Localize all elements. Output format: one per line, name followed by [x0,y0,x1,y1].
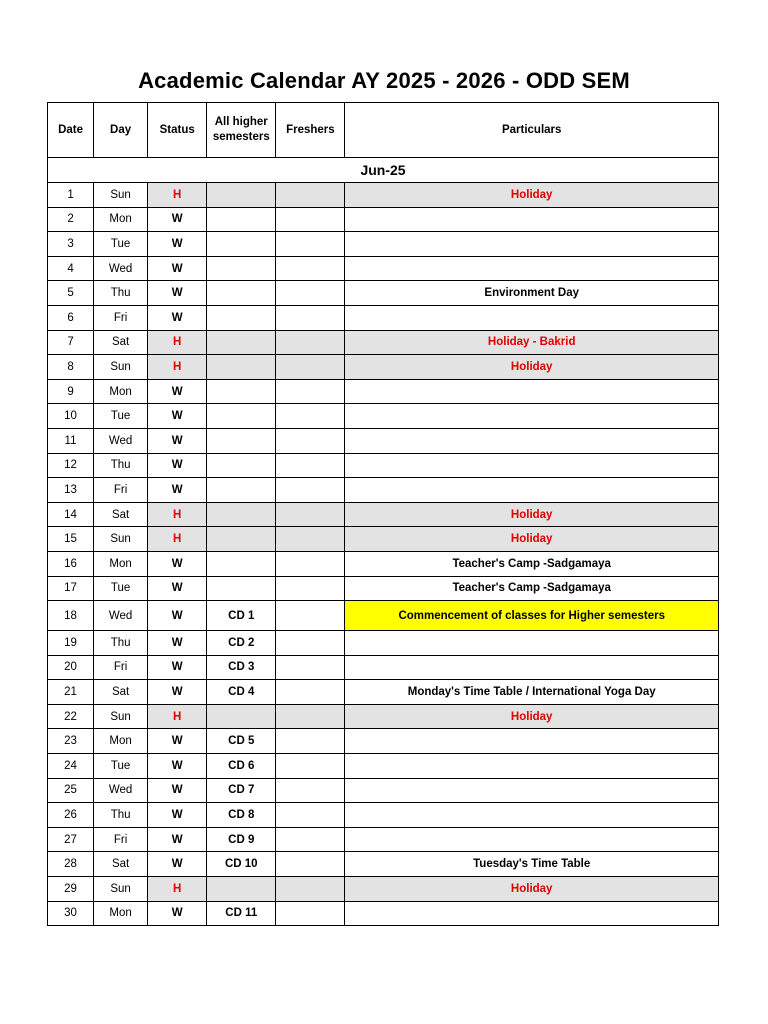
particulars-cell [345,729,719,754]
day-cell: Thu [94,803,148,828]
particulars-cell [345,256,719,281]
freshers-cell [276,478,345,503]
freshers-cell [276,330,345,355]
table-row [48,207,719,232]
higher-semesters-cell [207,551,276,576]
higher-semesters-cell: CD 3 [207,655,276,680]
higher-semesters-cell: CD 4 [207,680,276,705]
status-cell: W [148,478,207,503]
higher-semesters-cell [207,379,276,404]
table-row [48,355,719,380]
day-cell: Fri [94,655,148,680]
table-row [48,877,719,902]
higher-semesters-cell [207,478,276,503]
freshers-cell [276,428,345,453]
status-cell: H [148,183,207,208]
status-cell: H [148,355,207,380]
particulars-cell [345,305,719,330]
higher-semesters-cell: CD 5 [207,729,276,754]
higher-semesters-cell [207,207,276,232]
table-row [48,803,719,828]
day-cell: Wed [94,601,148,631]
status-cell: W [148,576,207,601]
day-cell: Tue [94,576,148,601]
higher-semesters-cell [207,305,276,330]
particulars-cell: Monday's Time Table / International Yoga Day [345,680,719,705]
status-cell: W [148,631,207,656]
higher-semesters-cell [207,502,276,527]
freshers-cell [276,453,345,478]
date-cell: 13 [48,478,94,503]
status-cell: W [148,852,207,877]
table-row [48,183,719,208]
status-cell: W [148,601,207,631]
date-cell: 3 [48,232,94,257]
date-cell: 12 [48,453,94,478]
status-cell: W [148,404,207,429]
freshers-cell [276,379,345,404]
date-cell: 8 [48,355,94,380]
freshers-cell [276,877,345,902]
higher-semesters-cell [207,355,276,380]
table-row [48,704,719,729]
status-cell: W [148,428,207,453]
day-cell: Sat [94,502,148,527]
freshers-cell [276,754,345,779]
freshers-cell [276,305,345,330]
status-cell: W [148,281,207,306]
particulars-cell [345,207,719,232]
freshers-cell [276,803,345,828]
day-cell: Mon [94,207,148,232]
table-row [48,305,719,330]
table-row [48,778,719,803]
freshers-cell [276,655,345,680]
day-cell: Thu [94,281,148,306]
particulars-cell: Holiday [345,355,719,380]
header-freshers: Freshers [276,103,345,158]
freshers-cell [276,551,345,576]
particulars-cell: Holiday [345,704,719,729]
freshers-cell [276,827,345,852]
calendar-table [47,102,719,926]
particulars-cell [345,478,719,503]
higher-semesters-cell [207,453,276,478]
day-cell: Tue [94,754,148,779]
table-row [48,256,719,281]
date-cell: 23 [48,729,94,754]
header-all-higher-semesters: All higher semesters [207,103,276,158]
particulars-cell: Teacher's Camp -Sadgamaya [345,576,719,601]
particulars-cell [345,453,719,478]
freshers-cell [276,207,345,232]
particulars-cell [345,404,719,429]
table-row [48,655,719,680]
day-cell: Mon [94,901,148,926]
date-cell: 29 [48,877,94,902]
higher-semesters-cell [207,404,276,429]
date-cell: 30 [48,901,94,926]
date-cell: 16 [48,551,94,576]
table-row [48,281,719,306]
particulars-cell [345,827,719,852]
particulars-cell: Commencement of classes for Higher semesters [345,601,719,631]
month-row [48,158,719,183]
particulars-cell: Holiday [345,183,719,208]
day-cell: Tue [94,232,148,257]
status-cell: W [148,680,207,705]
date-cell: 24 [48,754,94,779]
status-cell: W [148,827,207,852]
freshers-cell [276,852,345,877]
particulars-cell [345,754,719,779]
status-cell: H [148,704,207,729]
freshers-cell [276,778,345,803]
higher-semesters-cell: CD 1 [207,601,276,631]
day-cell: Sun [94,877,148,902]
table-row [48,379,719,404]
particulars-cell: Tuesday's Time Table [345,852,719,877]
status-cell: W [148,207,207,232]
higher-semesters-cell [207,576,276,601]
status-cell: W [148,655,207,680]
day-cell: Wed [94,778,148,803]
status-cell: W [148,754,207,779]
status-cell: W [148,551,207,576]
table-row [48,232,719,257]
date-cell: 15 [48,527,94,552]
date-cell: 27 [48,827,94,852]
day-cell: Fri [94,305,148,330]
date-cell: 22 [48,704,94,729]
date-cell: 6 [48,305,94,330]
higher-semesters-cell: CD 10 [207,852,276,877]
date-cell: 19 [48,631,94,656]
freshers-cell [276,355,345,380]
higher-semesters-cell: CD 6 [207,754,276,779]
freshers-cell [276,281,345,306]
table-row [48,428,719,453]
status-cell: W [148,453,207,478]
header-date: Date [48,103,94,158]
day-cell: Sun [94,183,148,208]
particulars-cell: Holiday [345,527,719,552]
table-row [48,680,719,705]
status-cell: H [148,527,207,552]
particulars-cell: Holiday [345,877,719,902]
freshers-cell [276,576,345,601]
table-row [48,631,719,656]
day-cell: Mon [94,729,148,754]
table-row [48,601,719,631]
date-cell: 1 [48,183,94,208]
table-row [48,478,719,503]
freshers-cell [276,183,345,208]
status-cell: W [148,778,207,803]
higher-semesters-cell [207,527,276,552]
day-cell: Mon [94,551,148,576]
freshers-cell [276,729,345,754]
date-cell: 25 [48,778,94,803]
day-cell: Wed [94,428,148,453]
month-label: Jun-25 [48,158,719,183]
particulars-cell [345,803,719,828]
table-row [48,827,719,852]
higher-semesters-cell [207,330,276,355]
status-cell: W [148,232,207,257]
table-row [48,551,719,576]
freshers-cell [276,631,345,656]
freshers-cell [276,256,345,281]
higher-semesters-cell [207,232,276,257]
day-cell: Sat [94,680,148,705]
freshers-cell [276,704,345,729]
date-cell: 10 [48,404,94,429]
status-cell: W [148,305,207,330]
higher-semesters-cell: CD 2 [207,631,276,656]
date-cell: 9 [48,379,94,404]
table-row [48,453,719,478]
day-cell: Thu [94,453,148,478]
day-cell: Thu [94,631,148,656]
particulars-cell [345,901,719,926]
day-cell: Fri [94,478,148,503]
day-cell: Sat [94,330,148,355]
freshers-cell [276,232,345,257]
day-cell: Wed [94,256,148,281]
day-cell: Mon [94,379,148,404]
table-row [48,404,719,429]
table-row [48,901,719,926]
particulars-cell [345,232,719,257]
status-cell: W [148,729,207,754]
date-cell: 5 [48,281,94,306]
status-cell: H [148,330,207,355]
particulars-cell [345,428,719,453]
day-cell: Sun [94,704,148,729]
status-cell: H [148,502,207,527]
table-row [48,330,719,355]
status-cell: W [148,256,207,281]
day-cell: Sun [94,355,148,380]
table-row [48,729,719,754]
status-cell: W [148,379,207,404]
particulars-cell [345,778,719,803]
date-cell: 2 [48,207,94,232]
header-particulars: Particulars [345,103,719,158]
higher-semesters-cell [207,281,276,306]
particulars-cell [345,379,719,404]
date-cell: 18 [48,601,94,631]
higher-semesters-cell [207,183,276,208]
date-cell: 26 [48,803,94,828]
freshers-cell [276,502,345,527]
particulars-cell [345,631,719,656]
higher-semesters-cell: CD 8 [207,803,276,828]
particulars-cell: Holiday - Bakrid [345,330,719,355]
day-cell: Sat [94,852,148,877]
table-row [48,502,719,527]
freshers-cell [276,527,345,552]
freshers-cell [276,601,345,631]
day-cell: Sun [94,527,148,552]
particulars-cell: Environment Day [345,281,719,306]
page-title: Academic Calendar AY 2025 - 2026 - ODD SEM [138,68,630,93]
table-row [48,852,719,877]
freshers-cell [276,680,345,705]
higher-semesters-cell: CD 7 [207,778,276,803]
status-cell: H [148,877,207,902]
date-cell: 17 [48,576,94,601]
header-status: Status [148,103,207,158]
status-cell: W [148,901,207,926]
particulars-cell: Teacher's Camp -Sadgamaya [345,551,719,576]
higher-semesters-cell [207,256,276,281]
higher-semesters-cell: CD 11 [207,901,276,926]
date-cell: 4 [48,256,94,281]
header-day: Day [94,103,148,158]
higher-semesters-cell [207,877,276,902]
particulars-cell: Holiday [345,502,719,527]
higher-semesters-cell: CD 9 [207,827,276,852]
date-cell: 20 [48,655,94,680]
day-cell: Fri [94,827,148,852]
date-cell: 14 [48,502,94,527]
date-cell: 11 [48,428,94,453]
day-cell: Tue [94,404,148,429]
table-row [48,754,719,779]
particulars-cell [345,655,719,680]
status-cell: W [148,803,207,828]
freshers-cell [276,404,345,429]
header-row [48,103,719,158]
higher-semesters-cell [207,428,276,453]
date-cell: 7 [48,330,94,355]
date-cell: 28 [48,852,94,877]
higher-semesters-cell [207,704,276,729]
freshers-cell [276,901,345,926]
table-row [48,576,719,601]
date-cell: 21 [48,680,94,705]
table-row [48,527,719,552]
